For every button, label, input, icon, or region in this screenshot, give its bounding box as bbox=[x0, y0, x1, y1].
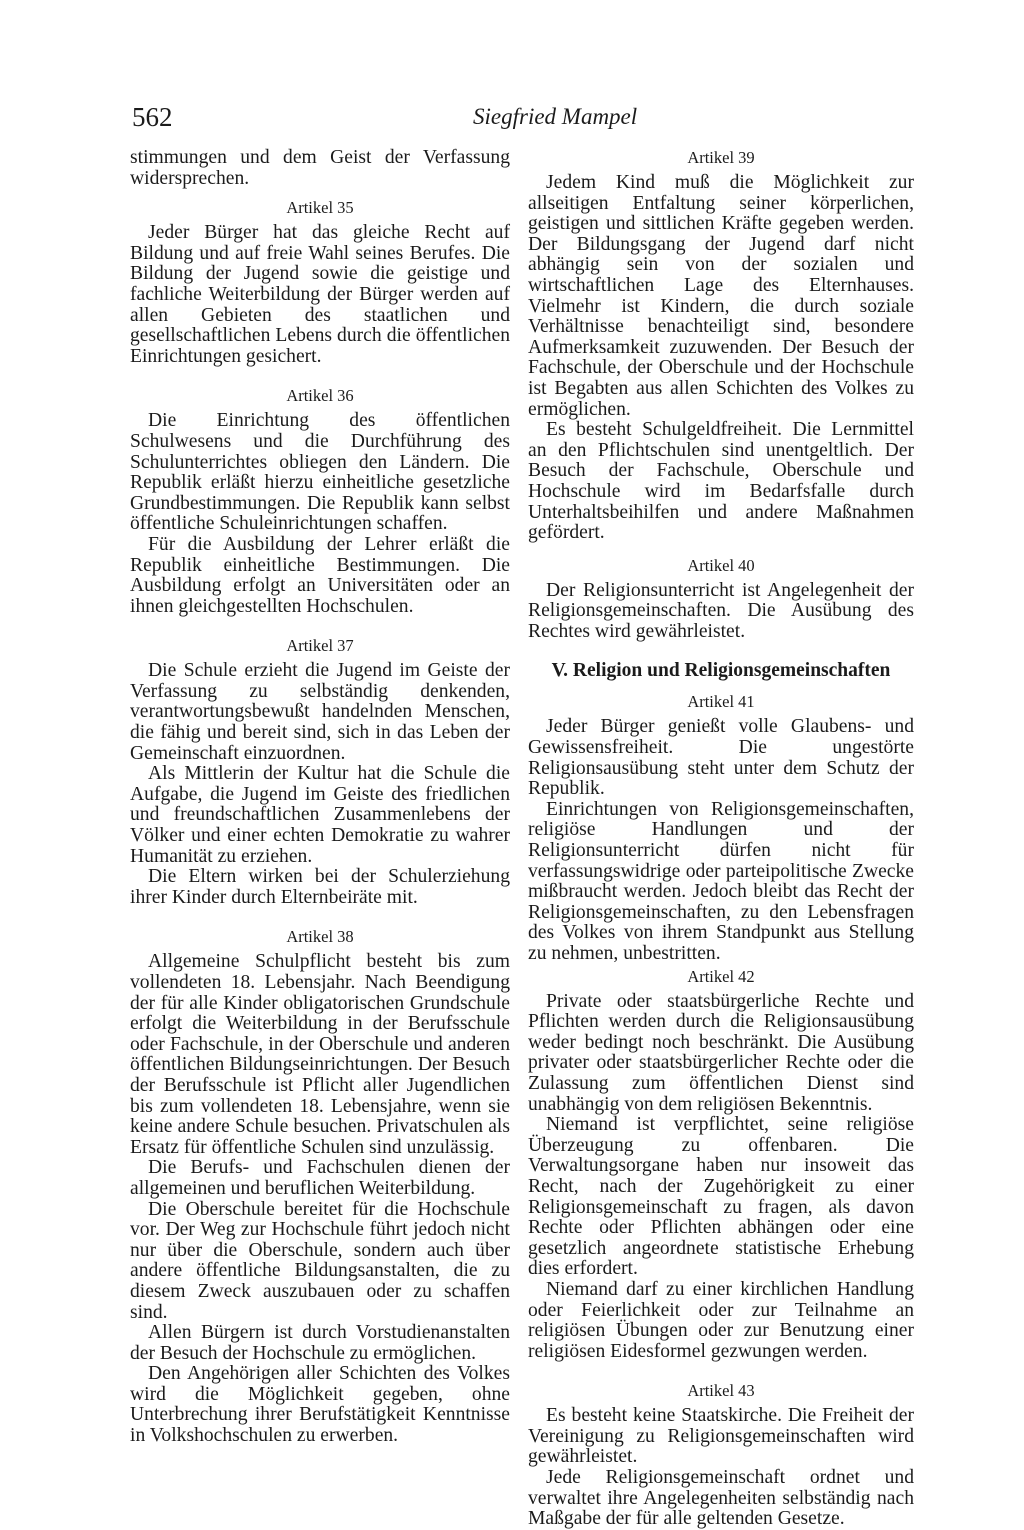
paragraph: Die Oberschule bereitet für die Hochschule vor. Der Weg zur Hochschule führt jedoch nicht nur über die Oberschule, sondern auch über andere öffentliche Bildungsanstalten, die zu diesem Zweck auszubauen oder zu schaffen sind. bbox=[130, 1198, 510, 1323]
paragraph: Niemand ist verpflichtet, seine religiöse Überzeugung zu offenbaren. Die Verwaltungsorgane haben nur insoweit das Recht, nach der Zugehörigkeit zu einer Religionsgemeinschaft zu fragen, als davon Rechte oder Pflichten abhängen oder eine gesetzlich angeordnete statistische Erhebung dies erfordert. bbox=[528, 1114, 914, 1280]
article-heading: Artikel 40 bbox=[687, 555, 755, 575]
paragraph: Private oder staatsbürgerliche Rechte und Pflichten werden durch die Religionsausübung weder bedingt noch beschränkt. Die Ausübung privater oder staatsbürgerlicher Rechte oder die Zulassung zum öffentlichen Dienst sind unabhängig von dem religiösen Bekenntnis. bbox=[528, 990, 914, 1115]
article-heading: Artikel 43 bbox=[687, 1381, 755, 1401]
paragraph: Es besteht keine Staatskirche. Die Freiheit der Vereinigung zu Religionsgemeinschaften wird gewährleistet. bbox=[528, 1405, 914, 1468]
article-heading: Artikel 41 bbox=[687, 692, 755, 712]
paragraph: Niemand darf zu einer kirchlichen Handlung oder Feierlichkeit oder zur Teilnahme an religiösen Übungen oder zur Benutzung einer religiösen Eidesformel gezwungen werden. bbox=[528, 1278, 914, 1362]
paragraph: Allen Bürgern ist durch Vorstudienanstalten der Besuch der Hochschule zu ermöglichen. bbox=[130, 1322, 510, 1364]
paragraph: Als Mittlerin der Kultur hat die Schule die Aufgabe, die Jugend im Geiste des friedlichen und freundschaftlichen Zusammenlebens der Völker und einer echten Demokratie zu wahrer Humanität zu erziehen. bbox=[130, 763, 510, 867]
right-column bbox=[528, 148, 914, 1530]
page-number: 562 bbox=[132, 102, 173, 132]
paragraph: Die Einrichtung des öffentlichen Schulwesens und die Durchführung des Schulunterrichtes obliegen den Ländern. Die Republik erläßt hierzu einheitliche gesetzliche Grundbestimmungen. Die Republik kann selbst öffentliche Schuleinrichtungen schaffen. bbox=[130, 410, 510, 535]
paragraph: Die Berufs- und Fachschulen dienen der allgemeinen und beruflichen Weiterbildung. bbox=[130, 1157, 510, 1199]
article-heading: Artikel 38 bbox=[286, 927, 354, 947]
paragraph: Die Schule erzieht die Jugend im Geiste der Verfassung zu selbständig denkenden, verantwortungsbewußt handelnden Menschen, die fähig und bereit sind, sich in das Leben der Gemeinschaft einzuordnen. bbox=[130, 660, 510, 764]
running-header-author: Siegfried Mampel bbox=[473, 104, 638, 129]
paragraph: Es besteht Schulgeldfreiheit. Die Lernmittel an den Pflichtschulen sind unentgeltlich. Der Besuch der Fachschule, Oberschule und Hochschule wird im Bedarfsfalle durch Unterhaltsbeihilfen und andere Maßnahmen gefördert. bbox=[528, 419, 914, 544]
paragraph: Den Angehörigen aller Schichten des Volkes wird die Möglichkeit gegeben, ohne Unterbrechung ihrer Berufstätigkeit Kenntnisse in Volkshochschulen zu erwerben. bbox=[130, 1363, 510, 1447]
paragraph: Für die Ausbildung der Lehrer erläßt die Republik einheitliche Bestimmungen. Die Ausbildung erfolgt an Universitäten oder an ihnen gleichgestellten Hochschulen. bbox=[130, 533, 510, 617]
paragraph: Jedem Kind muß die Möglichkeit zur allseitigen Entfaltung seiner körperlichen, geistigen und sittlichen Kräfte gegeben werden. Der Bildungsgang der Jugend darf nicht abhängig sein von der sozialen und wirtschaftlichen Lage des Elternhauses. Vielmehr ist Kindern, die durch soziale Verhältnisse benachteiligt sind, besondere Aufmerksamkeit zuzuwenden. Der Besuch der Fachschule, der Oberschule und der Hochschule ist Begabten aus allen Schichten des Volkes zu ermöglichen. bbox=[528, 172, 914, 420]
paragraph: Die Eltern wirken bei der Schulerziehung ihrer Kinder durch Elternbeiräte mit. bbox=[130, 866, 510, 908]
paragraph: Jeder Bürger genießt volle Glaubens- und Gewissensfreiheit. Die ungestörte Religionsausübung steht unter dem Schutz der Republik. bbox=[528, 716, 914, 800]
paragraph: Der Religionsunterricht ist Angelegenheit der Religionsgemeinschaften. Die Ausübung des Rechtes wird gewährleistet. bbox=[528, 579, 914, 642]
article-heading: Artikel 39 bbox=[687, 148, 755, 167]
article-heading: Artikel 37 bbox=[286, 636, 354, 656]
left-column bbox=[130, 148, 510, 1447]
paragraph: stimmungen und dem Geist der Verfassung widersprechen. bbox=[130, 147, 510, 189]
paragraph: Allgemeine Schulpflicht besteht bis zum vollendeten 18. Lebensjahr. Nach Beendigung der für alle Kinder obligatorischen Grundschule erfolgt die Weiterbildung in der Berufsschule oder Fachschule, in der Oberschule und anderen öffentlichen Bildungseinrichtungen. Der Besuch der Berufsschule ist Pflicht aller Jugendlichen bis zum vollendeten 18. Lebensjahre, wenn sie keine andere Schule besuchen. Privatschulen als Ersatz für öffentliche Schulen sind unzulässig. bbox=[130, 951, 510, 1158]
article-heading: Artikel 36 bbox=[286, 386, 354, 406]
paragraph: Einrichtungen von Religionsgemeinschaften, religiöse Handlungen und der Religionsunterricht dürfen nicht für verfassungswidrige oder parteipolitische Zwecke mißbraucht werden. Jedoch bleibt das Recht der Religionsgemeinschaften, zu den Lebensfragen des Volkes von ihrem Standpunkt aus Stellung zu nehmen, unbestritten. bbox=[528, 798, 914, 964]
section-heading: V. Religion und Religionsgemeinschaften bbox=[551, 660, 891, 682]
article-heading: Artikel 42 bbox=[687, 966, 755, 986]
article-heading: Artikel 35 bbox=[286, 198, 354, 218]
paragraph: Jede Religionsgemeinschaft ordnet und verwaltet ihre Angelegenheiten selbständig nach Maßgabe der für alle geltenden Gesetze. bbox=[528, 1467, 914, 1530]
paragraph: Jeder Bürger hat das gleiche Recht auf Bildung und auf freie Wahl seines Berufes. Die Bildung der Jugend sowie die geistige und fachliche Weiterbildung der Bürger werden auf allen Gebieten des staatlichen und gesellschaftlichen Lebens durch die öffentlichen Einrichtungen gesichert. bbox=[130, 222, 510, 367]
